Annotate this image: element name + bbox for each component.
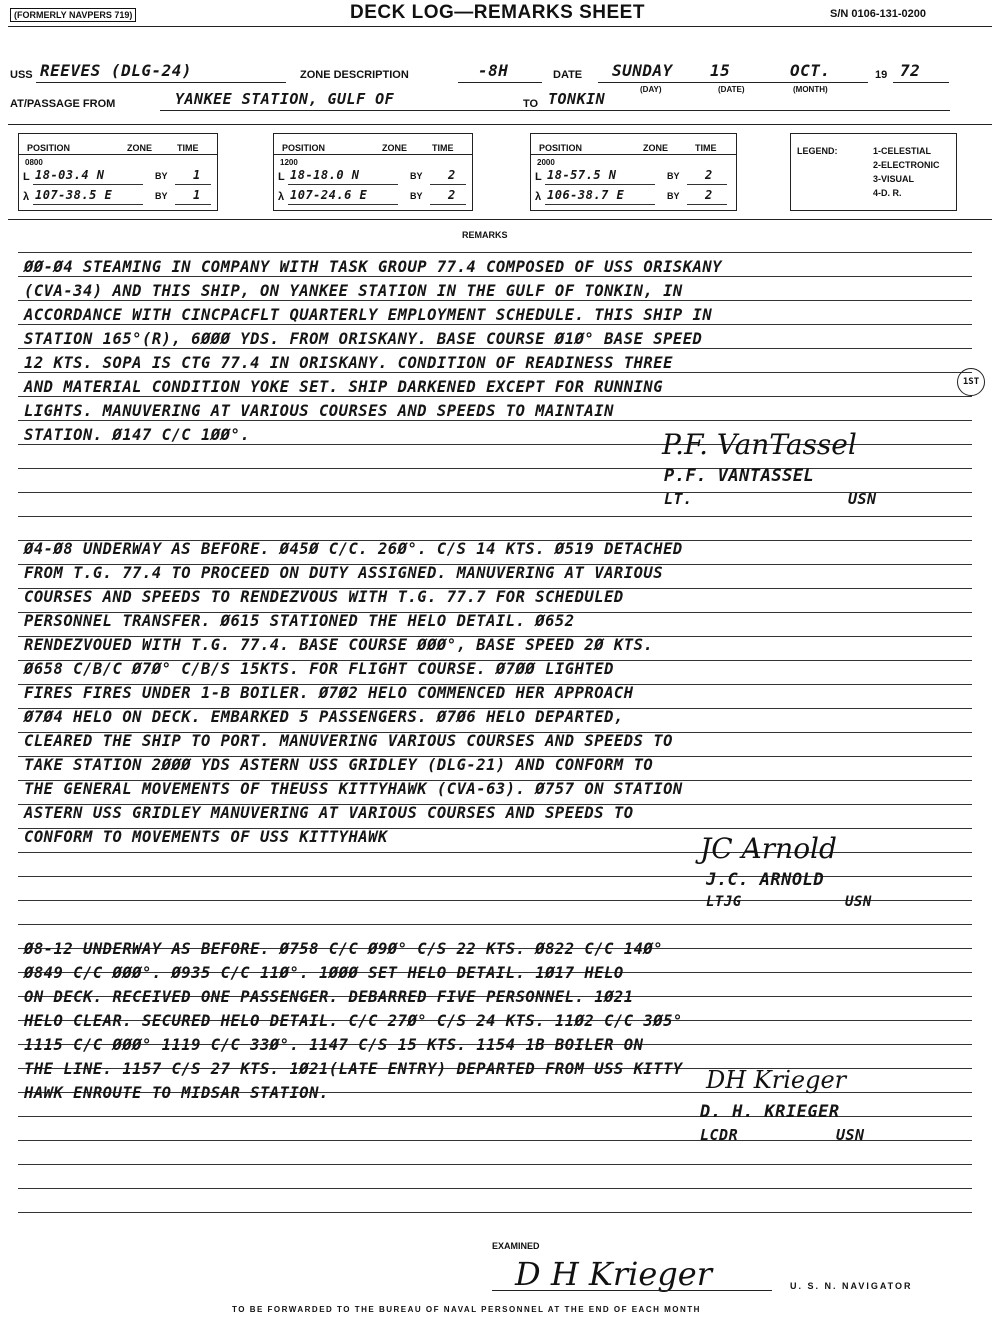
log-line: Ø849 C/C ØØØ°. Ø935 C/C 11Ø°. 1ØØØ SET HELO DETAIL. 1Ø17 HELO xyxy=(24,964,624,982)
watch-3-officer-service: USN xyxy=(836,1126,865,1144)
longitude-value: 107-38.5 E xyxy=(35,188,113,202)
by-label: BY xyxy=(410,171,423,181)
log-ruled-line xyxy=(18,396,972,397)
form-title: DECK LOG—REMARKS SHEET xyxy=(350,2,645,23)
latitude-by-value: 2 xyxy=(705,168,713,182)
log-line: STATION 165°(R), 6ØØØ YDS. FROM ORISKANY. BASE COURSE Ø1Ø° BASE SPEED xyxy=(24,330,703,348)
watch-1-officer-rank: LT. xyxy=(664,490,693,508)
watch-2-officer-name: J.C. ARNOLD xyxy=(706,870,825,890)
longitude-glyph: λ xyxy=(278,191,285,203)
latitude-value: 18-03.4 N xyxy=(35,168,105,182)
watch-3-signature: DH Krieger xyxy=(706,1066,847,1094)
navigator-title: U. S. N. NAVIGATOR xyxy=(790,1281,913,1291)
month-value: OCT. xyxy=(790,61,831,80)
uss-underline xyxy=(36,82,286,83)
log-ruled-line xyxy=(18,468,972,469)
log-ruled-line xyxy=(18,1188,972,1189)
log-ruled-line xyxy=(18,348,972,349)
log-line: LIGHTS. MANUVERING AT VARIOUS COURSES AND SPEEDS TO MAINTAIN xyxy=(24,402,614,420)
form-serial-number: S/N 0106-131-0200 xyxy=(830,8,927,20)
latitude-value: 18-57.5 N xyxy=(547,168,617,182)
log-line: HELO CLEAR. SECURED HELO DETAIL. C/C 27Ø° C/S 24 KTS. 11Ø2 C/C 3Ø5° xyxy=(24,1012,683,1030)
form-formerly-label: (FORMERLY NAVPERS 719) xyxy=(10,8,136,22)
log-line: HAWK ENROUTE TO MIDSAR STATION. xyxy=(24,1084,329,1102)
log-line: Ø7Ø4 HELO ON DECK. EMBARKED 5 PASSENGERS. Ø7Ø6 HELO DEPARTED, xyxy=(24,708,624,726)
zone-header: ZONE xyxy=(643,143,669,153)
log-line: COURSES AND SPEEDS TO RENDEZVOUS WITH T.G. 77.7 FOR SCHEDULED xyxy=(24,588,624,606)
longitude-value: 106-38.7 E xyxy=(547,188,625,202)
log-line: FROM T.G. 77.4 TO PROCEED ON DUTY ASSIGNED. MANUVERING AT VARIOUS xyxy=(24,564,664,582)
by-label: BY xyxy=(410,191,423,201)
longitude-glyph: λ xyxy=(535,191,542,203)
day-value: SUNDAY xyxy=(612,61,673,80)
header-rule xyxy=(8,26,992,27)
log-line: RENDEZVOUED WITH T.G. 77.4. BASE COURSE ØØØ°, BASE SPEED 2Ø KTS. xyxy=(24,636,654,654)
passage-to-value: TONKIN xyxy=(548,90,606,108)
position-box-0800 xyxy=(18,133,218,211)
log-ruled-line xyxy=(18,252,972,253)
log-ruled-line xyxy=(18,876,972,877)
day-caption: (DAY) xyxy=(640,85,662,94)
uss-label: USS xyxy=(10,69,33,81)
log-ruled-line xyxy=(18,276,972,277)
log-ruled-line xyxy=(18,492,972,493)
date-label: DATE xyxy=(553,69,583,81)
watch-1-signature: P.F. VanTassel xyxy=(662,428,857,461)
log-line: THE LINE. 1157 C/S 27 KTS. 1Ø21(LATE ENTRY) DEPARTED FROM USS KITTY xyxy=(24,1060,683,1078)
legend-item: 2-ELECTRONIC xyxy=(873,160,940,170)
year-underline xyxy=(893,82,949,83)
watch-2-signature: JC Arnold xyxy=(700,832,837,865)
log-line: TAKE STATION 2ØØØ YDS ASTERN USS GRIDLEY (DLG-21) AND CONFORM TO xyxy=(24,756,654,774)
by-label: BY xyxy=(155,191,168,201)
navigator-signature: D H Krieger xyxy=(515,1255,712,1293)
log-line: ØØ-Ø4 STEAMING IN COMPANY WITH TASK GROUP 77.4 COMPOSED OF USS ORISKANY xyxy=(24,258,723,276)
latitude-glyph: L xyxy=(23,171,30,183)
log-line: Ø658 C/B/C Ø7Ø° C/B/S 15KTS. FOR FLIGHT COURSE. Ø7ØØ LIGHTED xyxy=(24,660,614,678)
legend-item: 1-CELESTIAL xyxy=(873,146,932,156)
passage-from-value: YANKEE STATION, GULF OF xyxy=(175,90,395,108)
position-time: 0800 xyxy=(25,158,43,167)
latitude-value: 18-18.0 N xyxy=(290,168,360,182)
date-caption: (DATE) xyxy=(718,85,745,94)
zone-underline xyxy=(458,82,542,83)
log-ruled-line xyxy=(18,1212,972,1213)
log-line: STATION. Ø147 C/C 1ØØ°. xyxy=(24,426,251,444)
examined-label: EXAMINED xyxy=(492,1241,540,1251)
log-line: PERSONNEL TRANSFER. Ø615 STATIONED THE HELO DETAIL. Ø652 xyxy=(24,612,575,630)
position-header: POSITION xyxy=(282,143,326,153)
time-header: TIME xyxy=(177,143,199,153)
zone-header: ZONE xyxy=(127,143,153,153)
log-ruled-line xyxy=(18,924,972,925)
zone-description-label: ZONE DESCRIPTION xyxy=(300,69,409,81)
time-header: TIME xyxy=(695,143,717,153)
date-value: 15 xyxy=(710,61,731,80)
remarks-title: REMARKS xyxy=(462,230,508,240)
log-line: 1115 C/C ØØØ° 1119 C/C 33Ø°. 1147 C/S 15 KTS. 1154 1B BOILER ON xyxy=(24,1036,644,1054)
watch-2-officer-service: USN xyxy=(845,894,872,910)
log-line: AND MATERIAL CONDITION YOKE SET. SHIP DARKENED EXCEPT FOR RUNNING xyxy=(24,378,664,396)
longitude-value: 107-24.6 E xyxy=(290,188,368,202)
log-ruled-line xyxy=(18,900,972,901)
log-line: CONFORM TO MOVEMENTS OF USS KITTYHAWK xyxy=(24,828,388,846)
watch-3-officer-rank: LCDR xyxy=(700,1126,739,1144)
watch-3-officer-name: D. H. KRIEGER xyxy=(700,1102,840,1122)
log-ruled-line xyxy=(18,1140,972,1141)
passage-underline xyxy=(160,110,950,111)
year-value: 72 xyxy=(900,61,921,80)
time-header: TIME xyxy=(432,143,454,153)
log-line: CLEARED THE SHIP TO PORT. MANUVERING VARIOUS COURSES AND SPEEDS TO xyxy=(24,732,673,750)
watch-2-officer-rank: LTJG xyxy=(706,894,742,910)
log-line: FIRES FIRES UNDER 1-B BOILER. Ø7Ø2 HELO COMMENCED HER APPROACH xyxy=(24,684,634,702)
watch-1-officer-service: USN xyxy=(848,490,877,508)
longitude-by-value: 2 xyxy=(705,188,713,202)
legend-box xyxy=(790,133,957,211)
log-line: 12 KTS. SOPA IS CTG 77.4 IN ORISKANY. CONDITION OF READINESS THREE xyxy=(24,354,673,372)
position-time: 1200 xyxy=(280,158,298,167)
legend-item: 3-VISUAL xyxy=(873,174,915,184)
latitude-by-value: 1 xyxy=(193,168,201,182)
log-line: ON DECK. RECEIVED ONE PASSENGER. DEBARRED FIVE PERSONNEL. 1Ø21 xyxy=(24,988,634,1006)
zone-description-value: -8H xyxy=(478,61,509,80)
log-ruled-line xyxy=(18,1164,972,1165)
log-ruled-line xyxy=(18,420,972,421)
longitude-glyph: λ xyxy=(23,191,30,203)
log-line: THE GENERAL MOVEMENTS OF THEUSS KITTYHAWK (CVA-63). Ø757 ON STATION xyxy=(24,780,683,798)
form-footer-instruction: TO BE FORWARDED TO THE BUREAU OF NAVAL PERSONNEL AT THE END OF EACH MONTH xyxy=(232,1305,701,1314)
by-label: BY xyxy=(667,171,680,181)
passage-from-label: AT/PASSAGE FROM xyxy=(10,98,116,110)
watch-1-officer-name: P.F. VANTASSEL xyxy=(664,466,815,486)
position-time: 2000 xyxy=(537,158,555,167)
passage-to-label: TO xyxy=(523,98,539,110)
latitude-glyph: L xyxy=(535,171,542,183)
log-line: ASTERN USS GRIDLEY MANUVERING AT VARIOUS COURSES AND SPEEDS TO xyxy=(24,804,634,822)
log-ruled-line xyxy=(18,516,972,517)
legend-heading: LEGEND: xyxy=(797,146,838,156)
longitude-by-value: 2 xyxy=(448,188,456,202)
log-ruled-line xyxy=(18,372,972,373)
latitude-glyph: L xyxy=(278,171,285,183)
position-header: POSITION xyxy=(539,143,583,153)
by-label: BY xyxy=(155,171,168,181)
log-ruled-line xyxy=(18,300,972,301)
log-line: (CVA-34) AND THIS SHIP, ON YANKEE STATION IN THE GULF OF TONKIN, IN xyxy=(24,282,683,300)
navigator-signature-line xyxy=(492,1290,772,1291)
legend-item: 4-D. R. xyxy=(873,188,902,198)
remarks-top-rule xyxy=(8,219,992,220)
longitude-by-value: 1 xyxy=(193,188,201,202)
passage-rule xyxy=(8,124,992,125)
position-box-2000 xyxy=(530,133,737,211)
latitude-by-value: 2 xyxy=(448,168,456,182)
position-box-1200 xyxy=(273,133,473,211)
log-ruled-line xyxy=(18,324,972,325)
uss-value: REEVES (DLG-24) xyxy=(40,61,192,80)
month-caption: (MONTH) xyxy=(793,85,828,94)
by-label: BY xyxy=(667,191,680,201)
watch-number-stamp: 1ST xyxy=(957,368,985,396)
log-line: Ø8-12 UNDERWAY AS BEFORE. Ø758 C/C Ø9Ø° C/S 22 KTS. Ø822 C/C 14Ø° xyxy=(24,940,664,958)
date-underline xyxy=(598,82,868,83)
position-header: POSITION xyxy=(27,143,71,153)
log-line: ACCORDANCE WITH CINCPACFLT QUARTERLY EMPLOYMENT SCHEDULE. THIS SHIP IN xyxy=(24,306,713,324)
log-line: Ø4-Ø8 UNDERWAY AS BEFORE. Ø45Ø C/C. 26Ø°. C/S 14 KTS. Ø519 DETACHED xyxy=(24,540,683,558)
zone-header: ZONE xyxy=(382,143,408,153)
year-prefix: 19 xyxy=(875,69,888,81)
